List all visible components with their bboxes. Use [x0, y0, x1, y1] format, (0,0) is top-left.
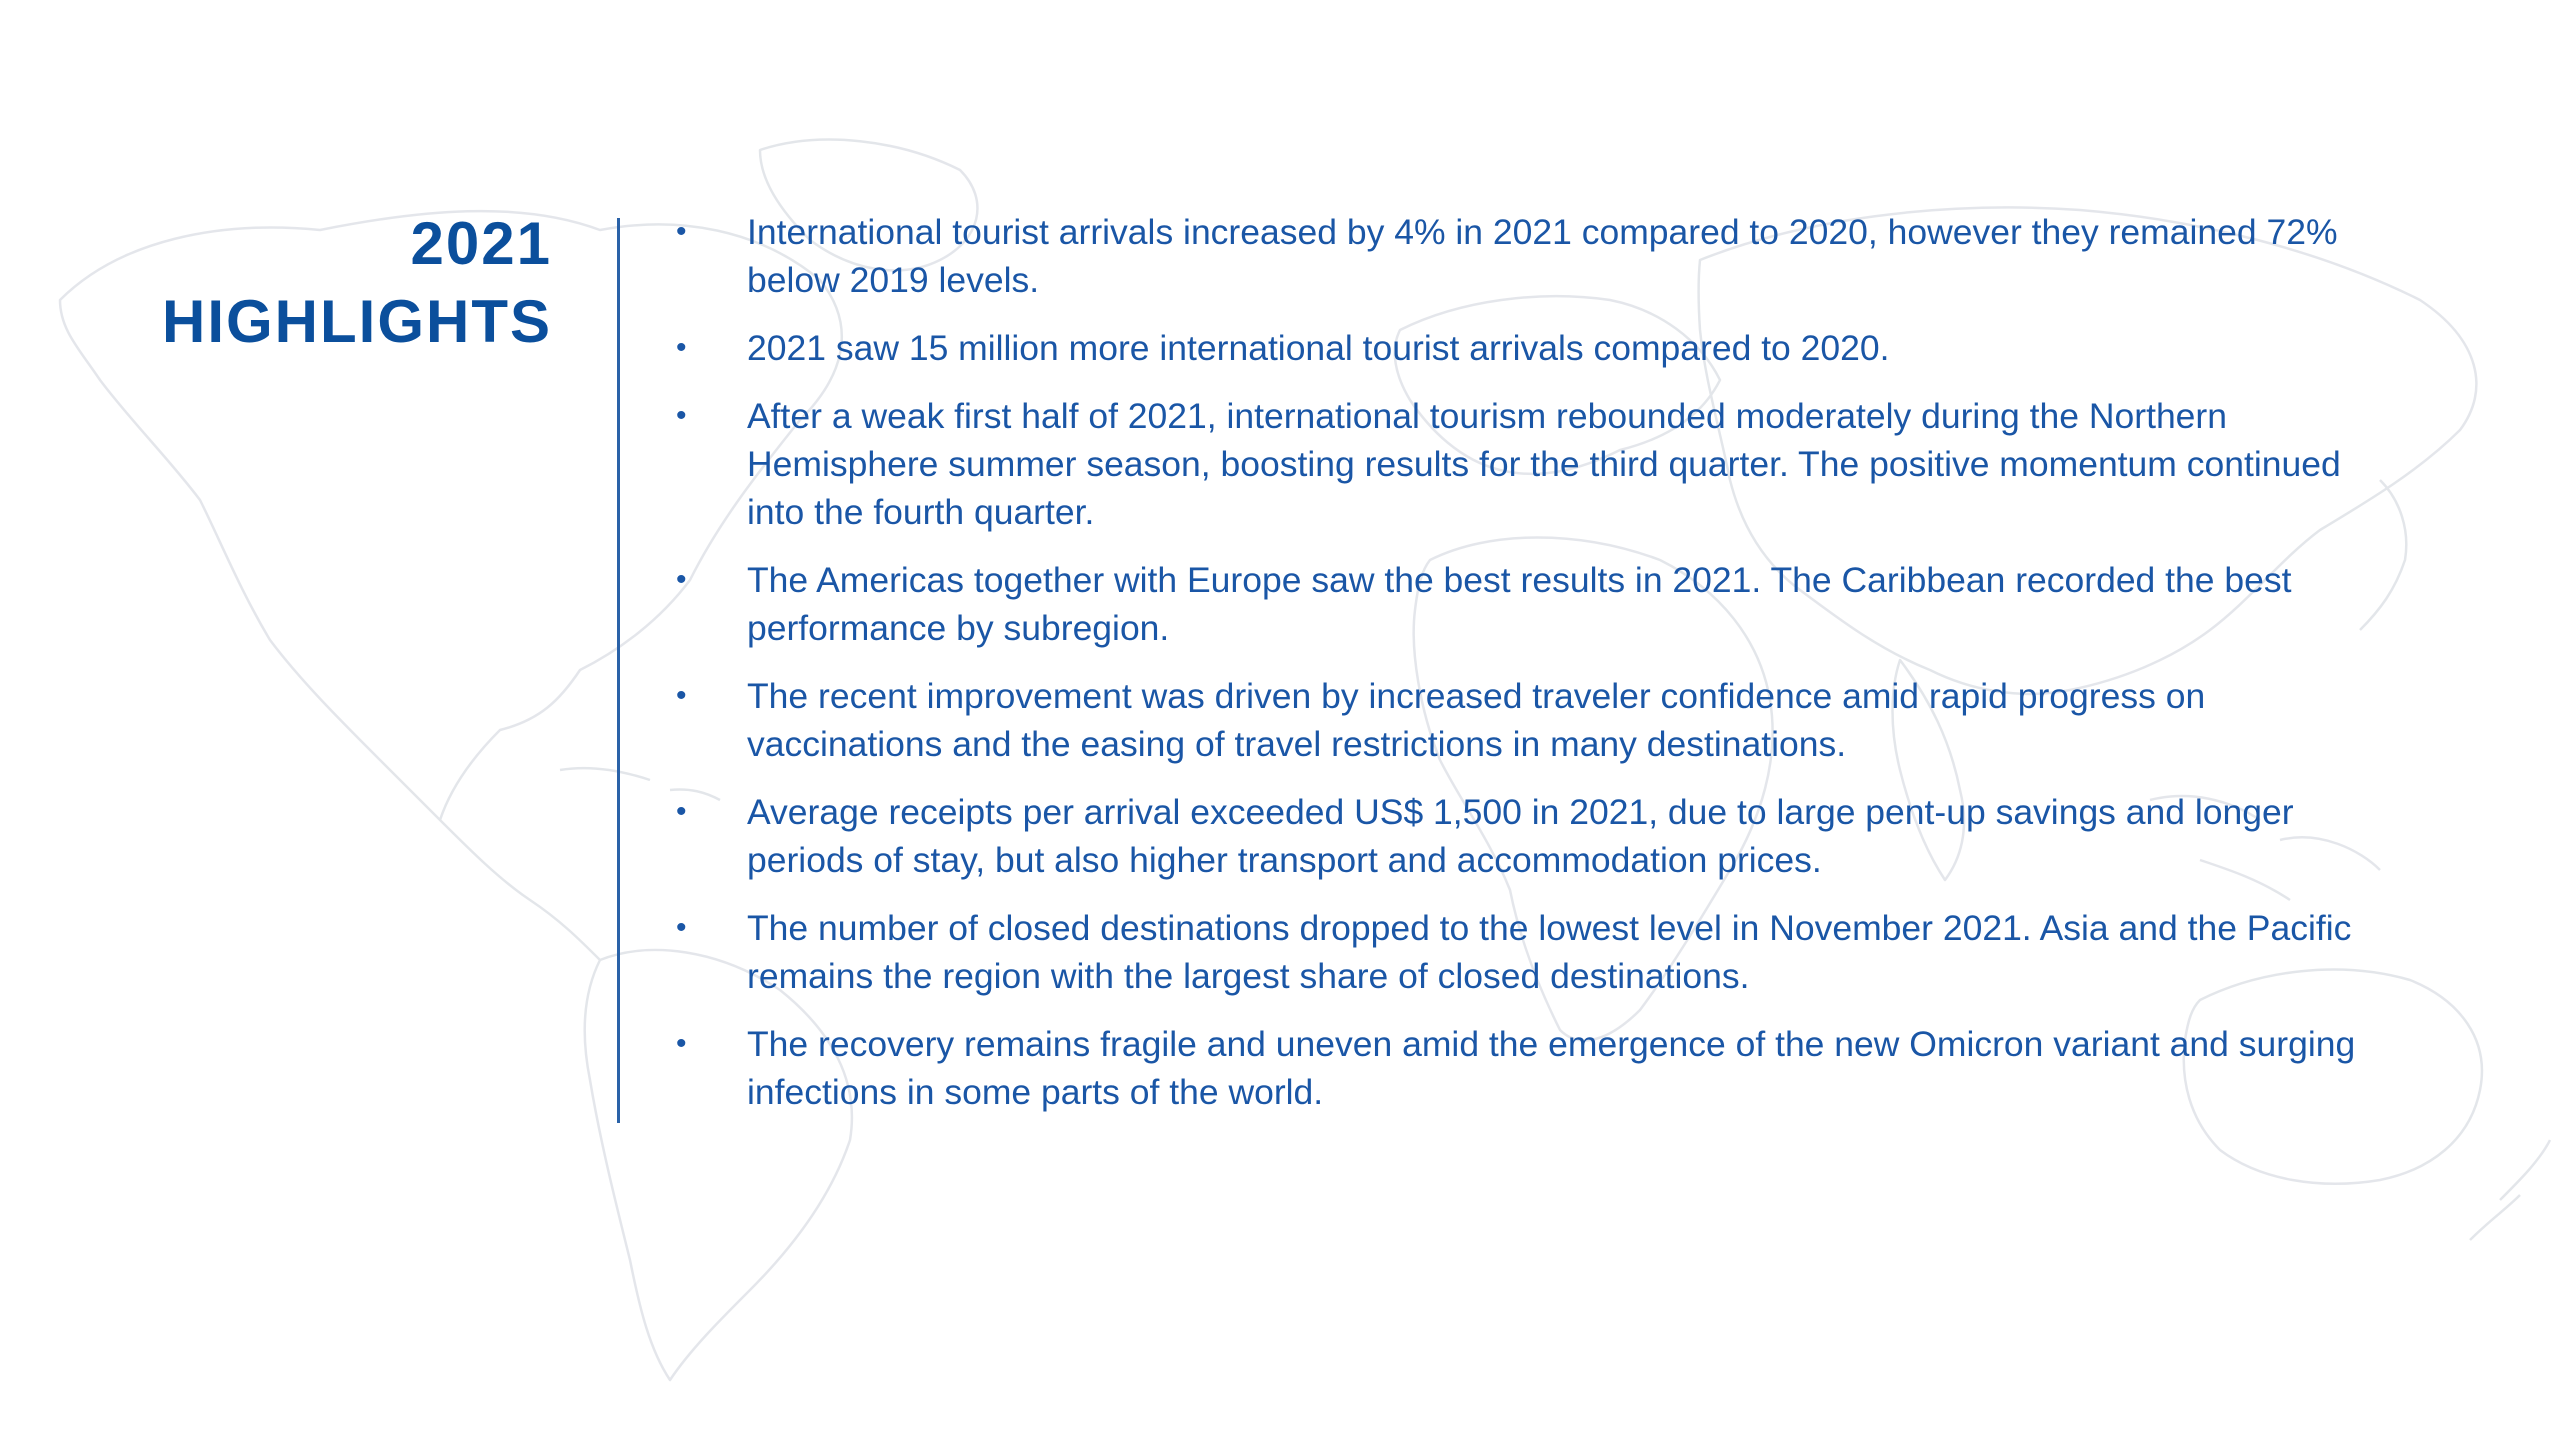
section-title — [162, 205, 552, 361]
list-item — [660, 1020, 2380, 1116]
bullet-icon: • — [676, 399, 687, 432]
bullet-icon: • — [676, 795, 687, 828]
title-word: HIGHLIGHTS — [162, 288, 552, 355]
list-item-text: International tourist arrivals increased by 4% in 2021 compared to 2020, however they remained 72% below 2019 levels. — [747, 212, 2338, 300]
list-item-text: After a weak first half of 2021, international tourism rebounded moderately during the Northern Hemisphere summer season, boosting results for the third quarter. The positive momentum continued into the fourth quarter. — [747, 396, 2341, 532]
list-item-text: The recovery remains fragile and uneven amid the emergence of the new Omicron variant and surging infections in some parts of the world. — [747, 1024, 2356, 1112]
vertical-divider — [617, 218, 620, 1123]
bullet-icon: • — [676, 215, 687, 248]
list-item — [660, 904, 2380, 1000]
list-item — [660, 324, 2380, 372]
bullet-icon: • — [676, 563, 687, 596]
bullet-icon: • — [676, 1027, 687, 1060]
list-item — [660, 788, 2380, 884]
title-year: 2021 — [410, 210, 552, 277]
list-item-text: The number of closed destinations dropped to the lowest level in November 2021. Asia and the Pacific remains the region with the largest share of closed destinations. — [747, 908, 2352, 996]
bullet-icon: • — [676, 911, 687, 944]
list-item-text: The Americas together with Europe saw the best results in 2021. The Caribbean recorded the best performance by subregion. — [747, 560, 2292, 648]
list-item — [660, 672, 2380, 768]
list-item — [660, 392, 2380, 536]
list-item-text: 2021 saw 15 million more international tourist arrivals compared to 2020. — [747, 328, 1890, 368]
list-item — [660, 556, 2380, 652]
bullet-icon: • — [676, 679, 687, 712]
list-item-text: Average receipts per arrival exceeded US$ 1,500 in 2021, due to large pent-up savings and longer periods of stay, but also higher transport and accommodation prices. — [747, 792, 2294, 880]
list-item-text: The recent improvement was driven by increased traveler confidence amid rapid progress on vaccinations and the easing of travel restrictions in many destinations. — [747, 676, 2206, 764]
list-item — [660, 208, 2380, 304]
highlights-list — [660, 208, 2380, 1136]
bullet-icon: • — [676, 331, 687, 364]
